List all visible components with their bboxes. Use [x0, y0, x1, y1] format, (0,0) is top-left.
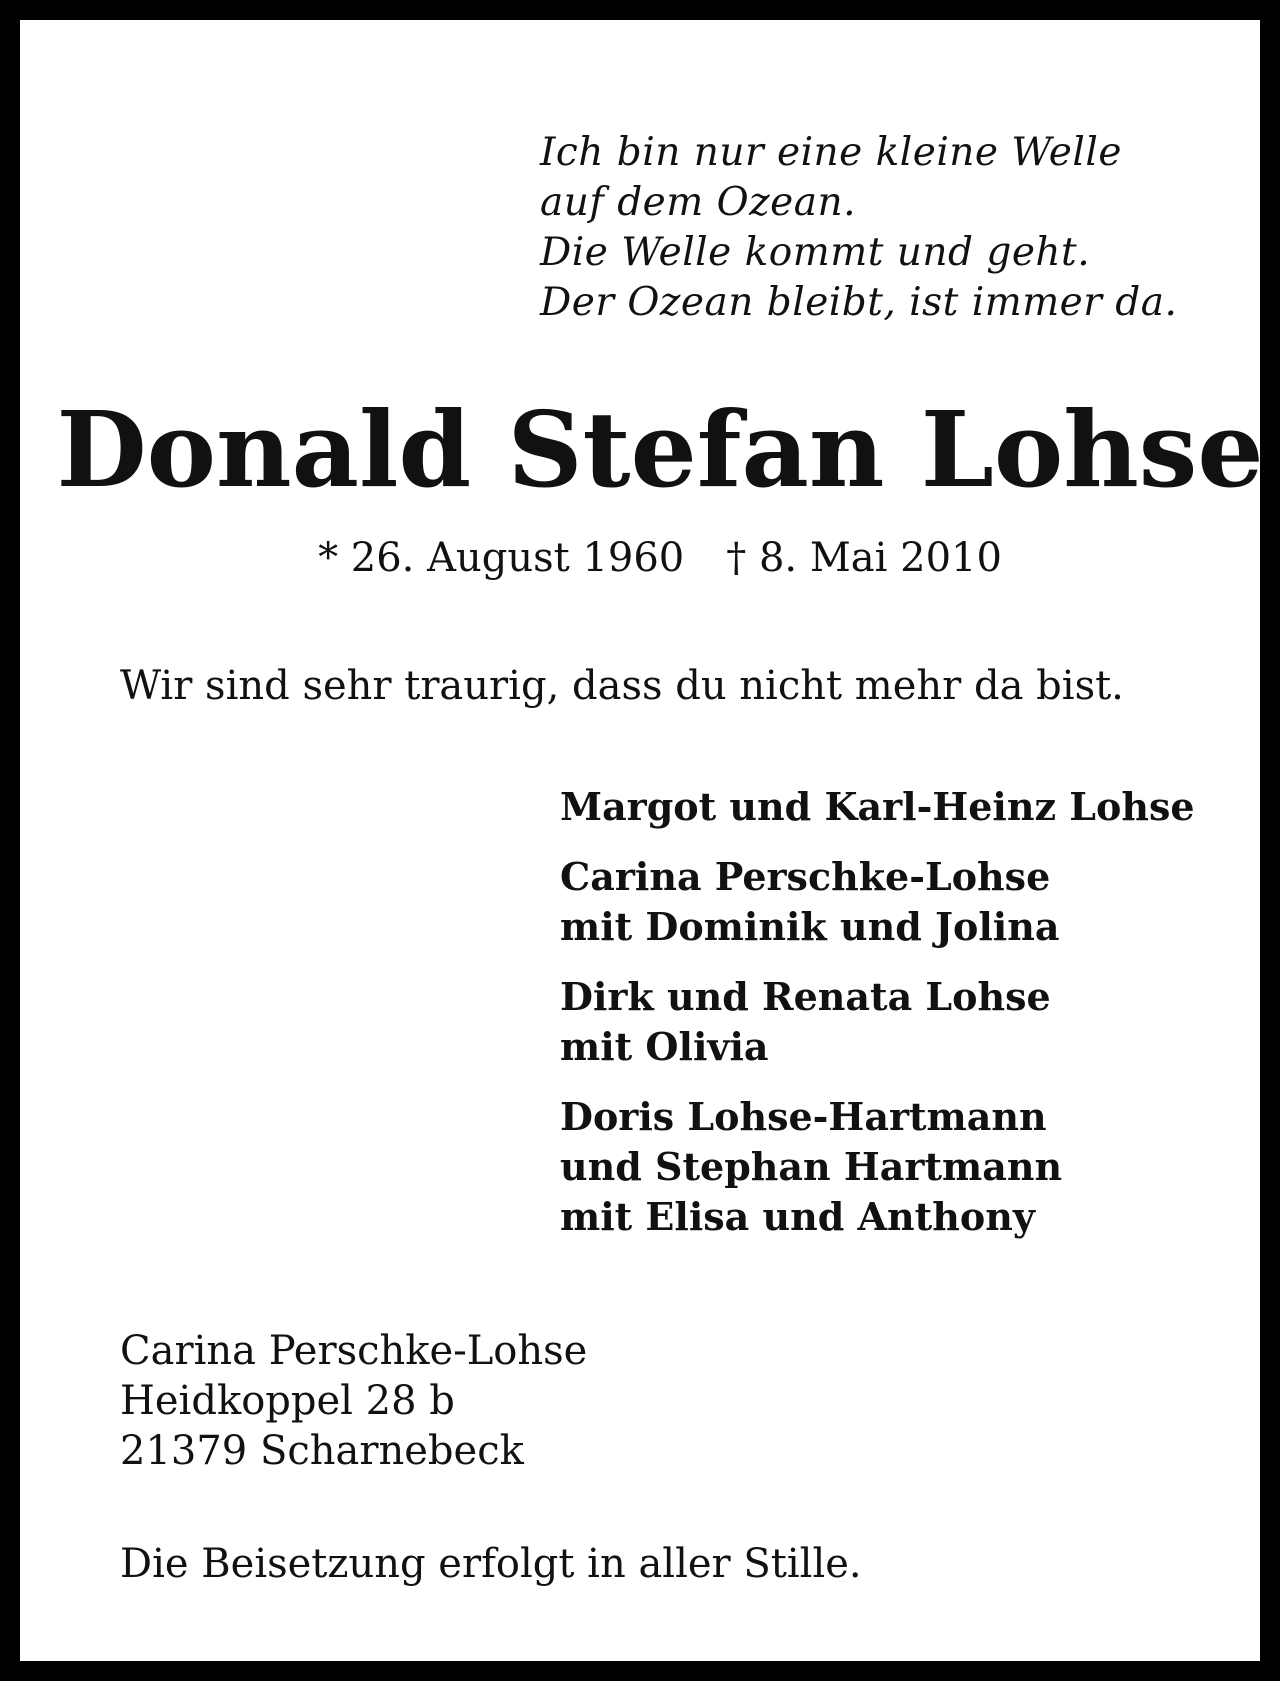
- poem-line: Ich bin nur eine kleine Welle: [540, 130, 1122, 175]
- mourner-line: und Stephan Hartmann: [560, 1144, 1063, 1189]
- mourner-line: mit Olivia: [560, 1024, 769, 1069]
- death-date: † 8. Mai 2010: [726, 535, 1002, 581]
- mourner-line: Margot und Karl-Heinz Lohse: [560, 784, 1195, 829]
- mourner-line: Carina Perschke-Lohse: [560, 854, 1051, 899]
- mourner-group: [560, 1092, 1195, 1242]
- mourner-line: mit Elisa und Anthony: [560, 1194, 1035, 1239]
- mourner-line: mit Dominik und Jolina: [560, 904, 1060, 949]
- mourner-group: [560, 852, 1195, 952]
- poem-line: Die Welle kommt und geht.: [540, 230, 1091, 275]
- mourner-group: [560, 782, 1195, 832]
- birth-date: * 26. August 1960: [318, 535, 685, 581]
- address-line: Carina Perschke-Lohse: [120, 1328, 588, 1374]
- address-line: Heidkoppel 28 b: [120, 1378, 455, 1424]
- poem-line: auf dem Ozean.: [540, 180, 856, 225]
- poem-line: Der Ozean bleibt, ist immer da.: [540, 280, 1178, 325]
- sorrow-statement: Wir sind sehr traurig, dass du nicht mehr da bist.: [120, 663, 1124, 709]
- life-dates: [20, 532, 1280, 584]
- mourner-line: Dirk und Renata Lohse: [560, 974, 1051, 1019]
- burial-note: Die Beisetzung erfolgt in aller Stille.: [120, 1541, 862, 1587]
- deceased-name: Donald Stefan Lohse: [56, 388, 1264, 511]
- mourner-line: Doris Lohse-Hartmann: [560, 1094, 1047, 1139]
- poem: [540, 128, 1177, 328]
- mourner-group: [560, 972, 1195, 1072]
- address-line: 21379 Scharnebeck: [120, 1428, 524, 1474]
- mourners-list: [560, 782, 1195, 1262]
- contact-address: [120, 1326, 587, 1476]
